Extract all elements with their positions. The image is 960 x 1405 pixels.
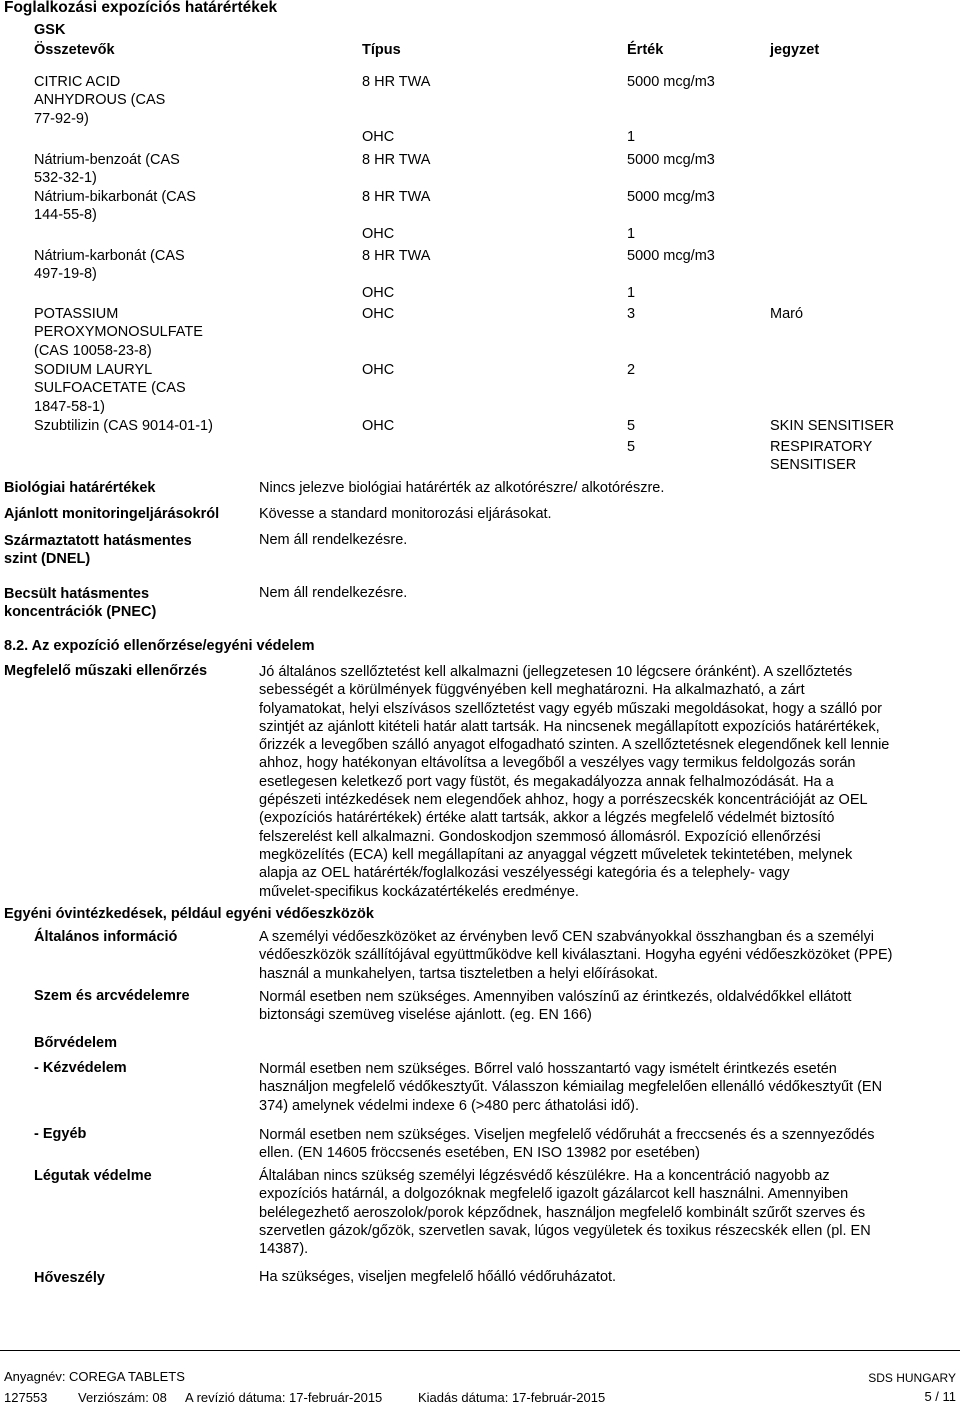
table-row-value: 1 <box>627 226 636 242</box>
header-value: Érték <box>627 42 664 58</box>
table-row-type: 8 HR TWA <box>362 248 431 264</box>
pnec-text: Nem áll rendelkezésre. <box>259 585 408 601</box>
table-row-type: 8 HR TWA <box>362 189 431 205</box>
table-row-type: OHC <box>362 285 395 301</box>
ppe-thermal-label: Hőveszély <box>34 1270 105 1286</box>
pnec-label: Becsült hatásmentes koncentrációk (PNEC) <box>4 586 157 621</box>
table-row-type: OHC <box>362 306 395 322</box>
header-type: Típus <box>362 42 401 58</box>
footer-version: Verziószám: 08 <box>78 1390 167 1405</box>
table-row-type: 8 HR TWA <box>362 74 431 90</box>
table-row-value: 5 <box>627 418 636 434</box>
table-row-note: Maró <box>770 306 804 322</box>
ppe-eye-text: Normál esetben nem szükséges. Amennyiben valószínű az érintkezés, oldalvédőkkel ellátott biztonsági szemüveg viselése ajánlott. (eg. EN 166) <box>259 989 852 1024</box>
table-row-type: OHC <box>362 129 395 145</box>
ppe-thermal-text: Ha szükséges, viseljen megfelelő hőálló védőruházatot. <box>259 1269 617 1285</box>
table-row-value: 5000 mcg/m3 <box>627 74 715 90</box>
section-title: Foglalkozási expozíciós határértékek <box>4 0 278 16</box>
bio-label: Biológiai határértékek <box>4 480 156 496</box>
table-row-note: SKIN SENSITISER <box>770 418 895 434</box>
engineering-text: Jó általános szellőztetést kell alkalmazni (jellegzetesen 10 légcsere óránként). A szellőztetés sebességét a körülmények függvényében kell meghatározni. Ha alkalmazható, a zárt folyamatokat, helyi elszívásos szellőztetést vagy egyéb műszaki megoldásokat, hogy a szálló por szintjét az ajánlott kitételi határ alatt tartsák. Ha nincsenek megállapított expozíciós határértékek, őrizzék a levegőben szálló anyagot elfogadható szinten. A szellőztetésnek elegendőnek kell lennie ahhoz, hogy hatékonyan eltávolítsa a levegőből a veszélyes vagy termikus feldolgozás során esetlegesen keletkező port vagy füstöt, és megakadályozza annak felhalmozódását. Ha a gépészeti intézkedések nem elegendőek ahhoz, hogy a porrészecskék koncentrációját az OEL (expozíciós határértékek) értéke alatt tartsák, akkor a légzés megfelelő védelmét biztosító felszerelést kell alkalmazni. Gondoskodjon szemmosó állomásról. Expozíció ellenőrzési megközelítés (ECA) kell megállapítani az anyaggal végzett műveletek tekintetében, melynek alapja az OEL határérték/foglalkozási veszélyességi kategória és a telephely- vagy művelet-specifikus kockázatértékelés eredménye. <box>259 664 890 900</box>
ppe-resp-label: Légutak védelme <box>34 1168 152 1184</box>
ppe-other-text: Normál esetben nem szükséges. Viseljen megfelelő védőruhát a freccsenés és a szennyeződés ellen. (EN 14605 fröccsenés esetében, EN ISO 13982 por esetében) <box>259 1127 875 1162</box>
footer-issue: Kiadás dátuma: 17-február-2015 <box>418 1390 606 1405</box>
table-row-value: 5000 mcg/m3 <box>627 189 715 205</box>
ppe-skin-label: Bőrvédelem <box>34 1035 118 1051</box>
ppe-hand-text: Normál esetben nem szükséges. Bőrrel való hosszantartó vagy ismételt érintkezés esetén használjon megfelelő védőkesztyűt. Válasszon kémiailag megfelelően ellenálló védőkesztyűt (EN 374) amelynek védelmi indexe 6 (>480 perc áthatolási idő). <box>259 1061 883 1114</box>
bio-text: Nincs jelezve biológiai határérték az alkotórészre/ alkotórészre. <box>259 480 665 496</box>
header-component: Összetevők <box>34 42 115 58</box>
table-row-value: 5000 mcg/m3 <box>627 248 715 264</box>
monitoring-label: Ajánlott monitoringeljárásokról <box>4 506 220 522</box>
table-row-type: OHC <box>362 226 395 242</box>
section-8-2-title: 8.2. Az expozíció ellenőrzése/egyéni védelem <box>4 638 315 654</box>
dnel-label: Származtatott hatásmentes szint (DNEL) <box>4 533 192 568</box>
table-row-value: 2 <box>627 362 636 378</box>
table-row-value: 1 <box>627 285 636 301</box>
table-row-type: OHC <box>362 362 395 378</box>
dnel-text: Nem áll rendelkezésre. <box>259 532 408 548</box>
table-row-component: CITRIC ACID ANHYDROUS (CAS 77-92-9) <box>34 74 166 127</box>
table-row-value: 5000 mcg/m3 <box>627 152 715 168</box>
engineering-label: Megfelelő műszaki ellenőrzés <box>4 663 208 679</box>
ppe-other-label: - Egyéb <box>34 1126 87 1142</box>
ppe-general-text: A személyi védőeszközöket az érvényben levő CEN szabványokkal összhangban és a személyi védőeszközök szállítójával együttműködve kell kiválasztani. Hogyha egyéni védőeszközöket (PPE) használ a munkahelyen, tartsa tiszteletben a helyi előírásokat. <box>259 929 893 982</box>
table-row-value: 5 <box>627 439 636 455</box>
table-row-component: Szubtilizin (CAS 9014-01-1) <box>34 418 213 434</box>
ppe-resp-text: Általában nincs szükség személyi légzésvédő készülékre. Ha a koncentráció nagyobb az expozíciós határnál, a dolgozóknak megfelelő igazolt gázálarcot kell használni. Amennyiben belélegezhető aeroszolok/porok képződnek, használjon megfelelő kombinált szűrőt szerves és szervetlen gázok/gőzök, szervetlen savak, lúgos vegyületek és toxikus részecskék ellen (pl. EN 14387). <box>259 1168 871 1258</box>
footer-product: Anyagnév: COREGA TABLETS <box>4 1369 185 1384</box>
table-row-type: 8 HR TWA <box>362 152 431 168</box>
table-row-type: OHC <box>362 418 395 434</box>
footer-sds: SDS HUNGARY <box>868 1371 956 1385</box>
table-row-note: RESPIRATORY SENSITISER <box>770 439 873 474</box>
footer-divider <box>0 1350 960 1351</box>
table-row-value: 3 <box>627 306 636 322</box>
footer-page: 5 / 11 <box>924 1389 956 1404</box>
footer-id: 127553 <box>4 1390 48 1405</box>
ppe-hand-label: - Kézvédelem <box>34 1060 127 1076</box>
table-row-component: SODIUM LAURYL SULFOACETATE (CAS 1847-58-1) <box>34 362 186 415</box>
table-row-component: Nátrium-bikarbonát (CAS 144-55-8) <box>34 189 196 224</box>
header-note: jegyzet <box>770 42 820 58</box>
ppe-general-label: Általános információ <box>34 929 178 945</box>
ppe-title: Egyéni óvintézkedések, például egyéni védőeszközök <box>4 906 374 922</box>
gsk-label: GSK <box>34 22 66 38</box>
table-row-component: Nátrium-karbonát (CAS 497-19-8) <box>34 248 185 283</box>
table-row-component: Nátrium-benzoát (CAS 532-32-1) <box>34 152 180 187</box>
table-row-value: 1 <box>627 129 636 145</box>
table-row-component: POTASSIUM PEROXYMONOSULFATE (CAS 10058-23-8) <box>34 306 203 359</box>
monitoring-text: Kövesse a standard monitorozási eljárásokat. <box>259 506 552 522</box>
footer-revision: A revízió dátuma: 17-február-2015 <box>185 1390 383 1405</box>
ppe-eye-label: Szem és arcvédelemre <box>34 988 190 1004</box>
